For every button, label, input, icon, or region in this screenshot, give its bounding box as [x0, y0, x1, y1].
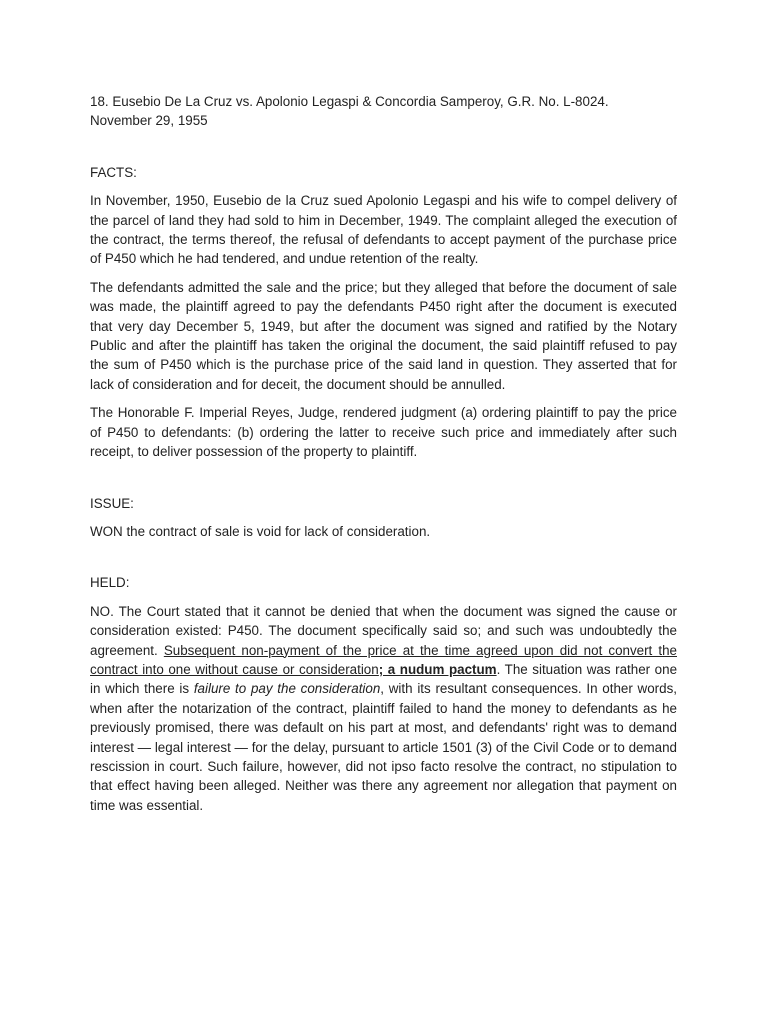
held-nudum-pactum-text: ; a nudum pactum — [378, 661, 497, 677]
issue-paragraph: WON the contract of sale is void for lack of consideration. — [90, 523, 431, 539]
held-text-part-2: . The situation was rather one in which there is — [90, 661, 678, 697]
held-paragraph — [90, 602, 677, 815]
case-title-line-2: November 29, 1955 — [90, 113, 208, 129]
issue-heading: ISSUE: — [90, 495, 134, 511]
facts-paragraph-1: In November, 1950, Eusebio de la Cruz sued Apolonio Legaspi and his wife to compel delivery of the parcel of land they had sold to him in December, 1949. The complaint alleged the execution of the contract, the terms thereof, the refusal of defendants to accept payment of the purchase price of P450 which he had tendered, and undue retention of the realty. — [90, 193, 677, 267]
facts-paragraph-3: The Honorable F. Imperial Reyes, Judge, rendered judgment (a) ordering plaintiff to pay the price of P450 to defendants: (b) ordering the latter to receive such price and immediately after such receipt, to deliver possession of the property to plaintiff. — [90, 405, 677, 460]
held-underlined-text: Subsequent non-payment of the price at the time agreed upon did not convert the contract into one without cause or consideration — [90, 642, 677, 677]
held-italic-text: failure to pay the consideration — [193, 681, 381, 697]
held-text-part-1: NO. The Court stated that it cannot be denied that when the document was signed the cause or consideration existed: P450. The document specifically said so; and such was undoubtedly the agreement. — [90, 603, 677, 658]
document-page — [90, 92, 677, 824]
held-heading: HELD: — [90, 575, 130, 591]
held-text-part-3: , with its resultant consequences. In other words, when after the notarization of the contract, plaintiff failed to hand the money to defendants as he previously promised, there was default on his part at most, and defendants' right was to demand interest — legal interest — for the delay, pursuant to article 1501 (3) of the Civil Code or to demand rescission in court. Such failure, however, did not ipso facto resolve the contract, no stipulation to that effect having been alleged. Neither was there any agreement nor allegation that payment on time was essential. — [90, 681, 677, 813]
facts-paragraph-2: The defendants admitted the sale and the price; but they alleged that before the document of sale was made, the plaintiff agreed to pay the defendants P450 right after the document is executed that very day December 5, 1949, but after the document was signed and ratified by the Notary Public and after the plaintiff has taken the original the document, the said plaintiff refused to pay the sum of P450 which is the purchase price of the said land in question. They asserted that for lack of consideration and for deceit, the document should be annulled. — [90, 279, 677, 392]
case-title-line-1: 18. Eusebio De La Cruz vs. Apolonio Legaspi & Concordia Samperoy, G.R. No. L-8024. — [90, 94, 609, 109]
facts-heading: FACTS: — [90, 164, 137, 180]
case-title — [90, 92, 677, 131]
